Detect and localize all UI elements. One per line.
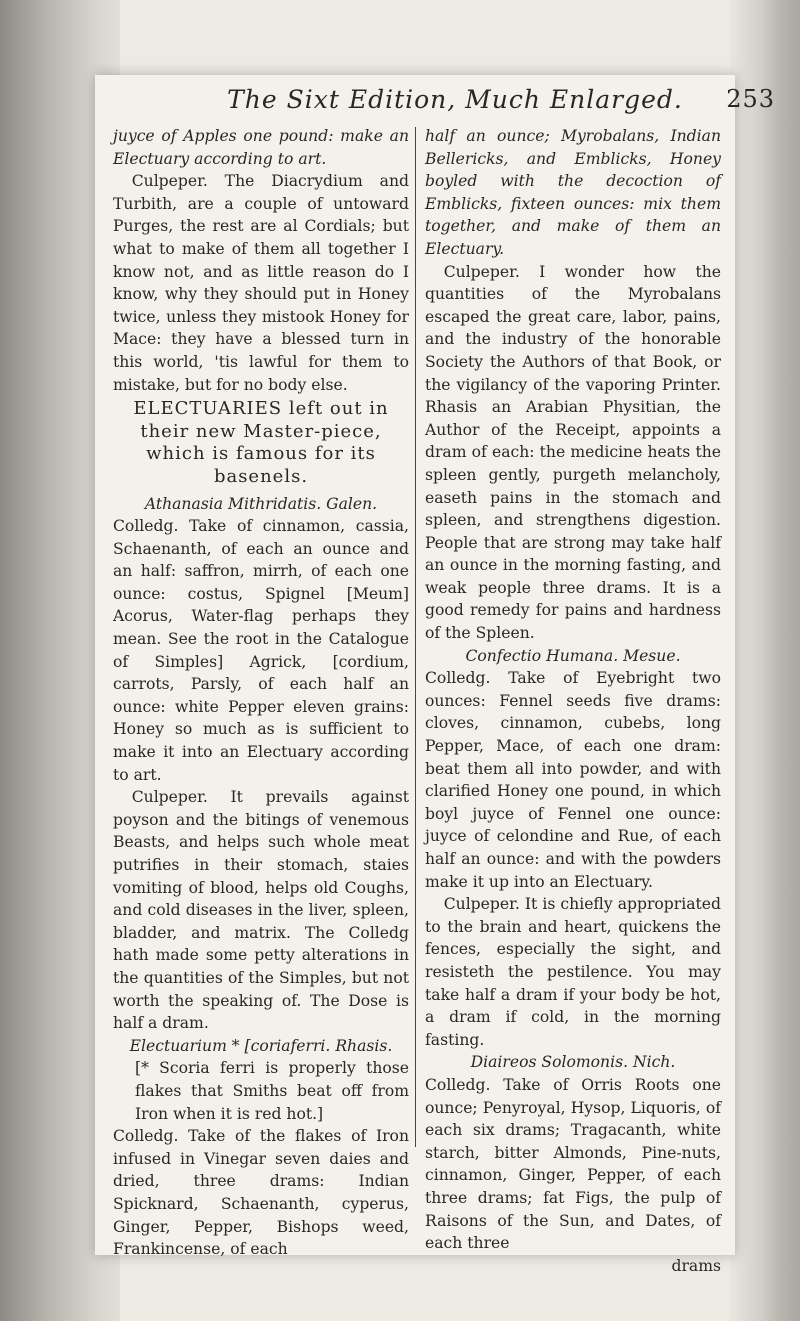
recipe-title: Diaireos Solomonis. Nich. [470, 1053, 676, 1072]
paragraph: Culpeper. I wonder how the quantities of the Myrobalans escaped the great care, labor, pains, and the industry of the honorable Society the Authors of that Book, or the vigilancy of the vaporing Printer. Rhasis an Arabian Physitian, the Author of the Receipt, appoints a dram of each: the medicine heats the spleen gently, purgeth melancholy, easeth pains in the stomach and spleen, and strengthens digestion. People that are strong may take half an ounce in the morning fasting, and weak people three drams. It is a good remedy for pains and hardness of the Spleen. [425, 262, 721, 643]
book-page-edge [730, 0, 800, 1321]
column-rule [415, 127, 416, 1147]
paragraph: juyce of Apples one pound: make an Electuary according to art. [113, 127, 409, 168]
footnote: [* Scoria ferri is properly those flakes that Smiths beat off from Iron when it is red hot.] [135, 1059, 409, 1123]
catchword: drams [671, 1256, 721, 1275]
paragraph: Colledg. Take of the flakes of Iron infused in Vinegar seven daies and dried, three drams: Indian Spicknard, Schaenanth, cyperus, Ginger, Pepper, Bishops weed, Frankincense, of each [113, 1127, 409, 1259]
right-column [425, 125, 721, 1277]
recipe-title: Electuarium * [coriaferri. Rhasis. [129, 1036, 393, 1055]
paragraph: Colledg. Take of Orris Roots one ounce; Penyroyal, Hysop, Liquoris, of each six drams; Tragacanth, white starch, bitter Almonds, Pine-nuts, cinnamon, Ginger, Pepper, of each three drams; fat Figs, the pulp of Raisons of the Sun, and Dates, of each three [425, 1075, 721, 1253]
paragraph: Colledg. Take of cinnamon, cassia, Schaenanth, of each an ounce and an half: saffron, mirrh, of each one ounce: costus, Spignel [Meum] Acorus, Water-flag perhaps they mean. See the root in the Catalogue of Simples] Agrick, [cordium, carrots, Parsly, of each half an ounce: white Pepper eleven grains: Honey so much as is sufficient to make it into an Electuary according to art. [113, 517, 409, 784]
page-header [195, 79, 775, 119]
book-page [95, 75, 775, 1275]
paragraph: half an ounce; Myrobalans, Indian Bellericks, and Emblicks, Honey boyled with the decoction of Emblicks, fixteen ounces: mix them together, and make of them an Electuary. [425, 127, 721, 258]
left-column [113, 125, 409, 1261]
running-head: The Sixt Edition, Much Enlarged. [227, 84, 683, 114]
recipe-title: Confectio Humana. Mesue. [465, 646, 681, 665]
paragraph: Culpeper. It prevails against poyson and the bitings of venemous Beasts, and helps such whole meat putrifies in their stomach, staies vomiting of blood, helps old Coughs, and cold diseases in the liver, spleen, bladder, and matrix. The Colledg hath made some petty alterations in the quantities of the Simples, but not worth the speaking of. The Dose is half a dram. [113, 788, 409, 1033]
page-number: 253 [726, 85, 775, 113]
paragraph: Colledg. Take of Eyebright two ounces: Fennel seeds five drams: cloves, cinnamon, cubebs, long Pepper, Mace, of each one dram: beat them all into powder, and with clarified Honey one pound, in which boyl juyce of Fennel one ounce: juyce of celondine and Rue, of each half an ounce: and with the powders make it up into an Electuary. [425, 669, 721, 891]
recipe-title: Athanasia Mithridatis. Galen. [144, 494, 378, 513]
paragraph: Culpeper. It is chiefly appropriated to the brain and heart, quickens the fences, especially the sight, and resisteth the pestilence. You may take half a dram if your body be hot, a dram if cold, in the morning fasting. [425, 895, 721, 1049]
section-heading: ELECTUARIES left out in their new Master-piece, which is famous for its basenels. [133, 398, 389, 487]
paragraph: Culpeper. The Diacrydium and Turbith, are a couple of untoward Purges, the rest are al Cordials; but what to make of them all together I know not, and as little reason do I know, why they should put in Honey twice, unless they mistook Honey for Mace: they have a blessed turn in this world, 'tis lawful for them to mistake, but for no body else. [113, 172, 409, 394]
